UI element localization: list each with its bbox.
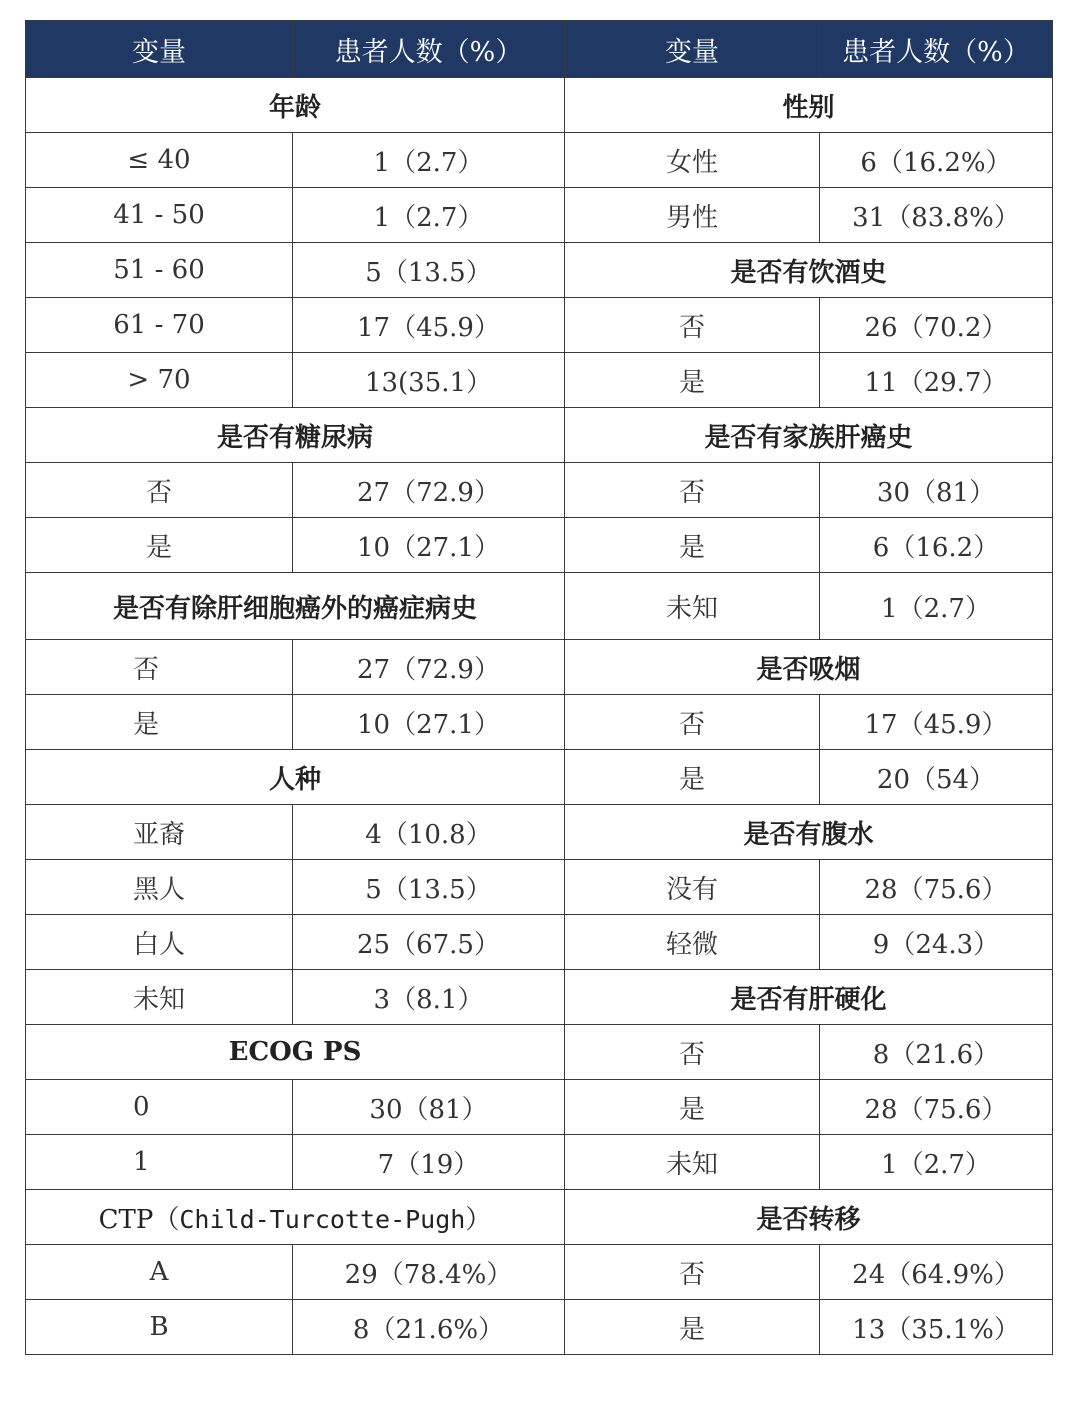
section-header — [26, 1190, 565, 1245]
variable-label: B — [26, 1300, 293, 1355]
section-title: 是否有家族肝癌史 — [704, 422, 913, 453]
variable-label: 是 — [565, 750, 820, 805]
variable-label: ≤ 40 — [26, 133, 293, 188]
variable-label: 61 - 70 — [26, 298, 293, 353]
patient-count: 13(35.1） — [293, 353, 565, 408]
variable-label: 0 — [26, 1080, 293, 1135]
patient-count: 4（10.8） — [293, 805, 565, 860]
section-header — [26, 750, 565, 805]
section-header — [26, 1025, 565, 1080]
patient-count: 30（81） — [293, 1080, 565, 1135]
table-row — [26, 78, 1053, 133]
section-title-term: Child-Turcotte-Pugh — [179, 1204, 466, 1234]
variable-label: 是 — [565, 353, 820, 408]
variable-label: 是 — [565, 1300, 820, 1355]
patient-count: 6（16.2） — [820, 518, 1053, 573]
variable-label: 否 — [565, 1245, 820, 1300]
variable-label: 女性 — [565, 133, 820, 188]
patient-count: 1（2.7） — [293, 133, 565, 188]
patient-count: 10（27.1） — [293, 518, 565, 573]
variable-label: A — [26, 1245, 293, 1300]
variable-label: 否 — [26, 640, 293, 695]
patient-count: 1（2.7） — [293, 188, 565, 243]
patient-count: 9（24.3） — [820, 915, 1053, 970]
patient-count: 7（19） — [293, 1135, 565, 1190]
header-count-left: 患者人数（%） — [293, 21, 565, 78]
patient-count: 30（81） — [820, 463, 1053, 518]
patient-count: 11（29.7） — [820, 353, 1053, 408]
patient-count: 6（16.2%） — [820, 133, 1053, 188]
variable-label: 51 - 60 — [26, 243, 293, 298]
patient-count: 3（8.1） — [293, 970, 565, 1025]
patient-count: 27（72.9） — [293, 463, 565, 518]
variable-label: 否 — [26, 463, 293, 518]
variable-label: 41 - 50 — [26, 188, 293, 243]
table-row — [26, 860, 1053, 915]
table-row — [26, 133, 1053, 188]
section-title: 年龄 — [268, 92, 321, 123]
section-title-end: ） — [465, 1204, 492, 1235]
variable-label: 黑人 — [26, 860, 293, 915]
section-header — [565, 78, 1053, 133]
patient-count: 26（70.2） — [820, 298, 1053, 353]
patient-characteristics-table — [25, 20, 1052, 1355]
variable-label: 否 — [565, 1025, 820, 1080]
section-title: 性别 — [782, 92, 835, 123]
table-row — [26, 243, 1053, 298]
section-header — [565, 970, 1053, 1025]
patient-count: 1（2.7） — [820, 1135, 1053, 1190]
patient-count: 8（21.6%） — [293, 1300, 565, 1355]
section-header — [26, 408, 565, 463]
variable-label: > 70 — [26, 353, 293, 408]
table-row — [26, 970, 1053, 1025]
patient-count: 8（21.6） — [820, 1025, 1053, 1080]
patient-count: 5（13.5） — [293, 243, 565, 298]
section-title: 是否有除肝细胞癌外的癌症病史 — [112, 593, 477, 624]
variable-label: 没有 — [565, 860, 820, 915]
table-row — [26, 298, 1053, 353]
header-variable-left: 变量 — [26, 21, 293, 78]
table-row — [26, 1135, 1053, 1190]
section-title: 是否转移 — [756, 1204, 861, 1235]
variable-label: 否 — [565, 695, 820, 750]
patient-count: 5（13.5） — [293, 860, 565, 915]
table-row — [26, 463, 1053, 518]
table-row — [26, 573, 1053, 640]
patient-count: 24（64.9%） — [820, 1245, 1053, 1300]
section-title: 人种 — [268, 764, 321, 795]
variable-label: 男性 — [565, 188, 820, 243]
table-row — [26, 408, 1053, 463]
table-body — [26, 78, 1053, 1355]
section-title: 是否吸烟 — [756, 654, 861, 685]
patient-count: 13（35.1%） — [820, 1300, 1053, 1355]
variable-label: 未知 — [26, 970, 293, 1025]
patient-count: 17（45.9） — [293, 298, 565, 353]
table-row — [26, 695, 1053, 750]
section-header — [565, 408, 1053, 463]
table-row — [26, 750, 1053, 805]
table-row — [26, 518, 1053, 573]
section-title: 是否有糖尿病 — [216, 422, 373, 453]
section-header — [26, 78, 565, 133]
section-header — [565, 1190, 1053, 1245]
section-header — [26, 573, 565, 640]
table-row — [26, 1245, 1053, 1300]
table-row — [26, 1300, 1053, 1355]
section-header — [565, 243, 1053, 298]
table-row — [26, 640, 1053, 695]
variable-label: 是 — [26, 695, 293, 750]
header-variable-right: 变量 — [565, 21, 820, 78]
variable-label: 是 — [565, 518, 820, 573]
patient-count: 27（72.9） — [293, 640, 565, 695]
table-row — [26, 353, 1053, 408]
section-title: 是否有腹水 — [743, 819, 874, 850]
patient-count: 20（54） — [820, 750, 1053, 805]
patient-count: 28（75.6） — [820, 1080, 1053, 1135]
section-title: 是否有肝硬化 — [730, 984, 887, 1015]
patient-count: 31（83.8%） — [820, 188, 1053, 243]
table-row — [26, 805, 1053, 860]
patient-count: 1（2.7） — [820, 573, 1053, 640]
header-count-right: 患者人数（%） — [820, 21, 1053, 78]
patient-count: 29（78.4%） — [293, 1245, 565, 1300]
variable-label: 是 — [26, 518, 293, 573]
variable-label: 1 — [26, 1135, 293, 1190]
variable-label: 未知 — [565, 1135, 820, 1190]
section-title: 是否有饮酒史 — [730, 257, 887, 288]
variable-label: 轻微 — [565, 915, 820, 970]
variable-label: 白人 — [26, 915, 293, 970]
variable-label: 是 — [565, 1080, 820, 1135]
variable-label: 否 — [565, 463, 820, 518]
table-header-row — [26, 21, 1053, 78]
variable-label: 亚裔 — [26, 805, 293, 860]
patient-count: 10（27.1） — [293, 695, 565, 750]
table-row — [26, 915, 1053, 970]
variable-label: 否 — [565, 298, 820, 353]
variable-label: 未知 — [565, 573, 820, 640]
patient-count: 17（45.9） — [820, 695, 1053, 750]
section-header — [565, 805, 1053, 860]
section-header — [565, 640, 1053, 695]
table-row — [26, 1080, 1053, 1135]
table-row — [26, 1025, 1053, 1080]
patient-count: 28（75.6） — [820, 860, 1053, 915]
section-title: CTP（ — [98, 1204, 180, 1235]
patient-count: 25（67.5） — [293, 915, 565, 970]
section-title: ECOG PS — [228, 1037, 362, 1067]
table-row — [26, 188, 1053, 243]
table-row — [26, 1190, 1053, 1245]
